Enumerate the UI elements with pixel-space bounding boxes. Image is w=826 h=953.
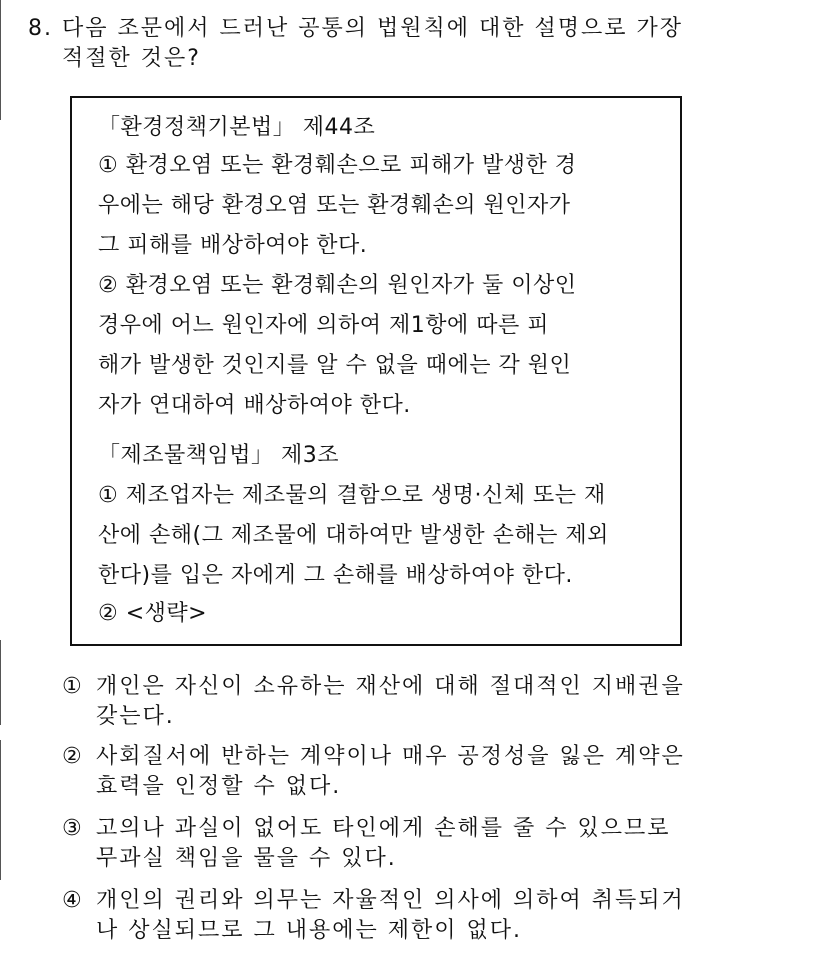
law2-line: 한다)를 입은 자에게 그 손해를 배상하여야 한다.	[98, 563, 573, 588]
law1-line: 자가 연대하여 배상하여야 한다.	[98, 393, 411, 418]
question-text-line1: 다음 조문에서 드러난 공통의 법원칙에 대한 설명으로 가장	[62, 16, 684, 41]
statute-passage-box	[70, 96, 682, 646]
page-margin-rule-bottom	[0, 740, 1, 880]
choice-marker: ④	[62, 888, 84, 913]
law1-line: 그 피해를 배상하여야 한다.	[98, 233, 368, 258]
answer-choice-4[interactable]	[62, 886, 762, 946]
choice-marker: ①	[62, 674, 84, 699]
law2-line: 산에 손해(그 제조물에 대하여만 발생한 손해는 제외	[98, 523, 609, 548]
answer-choice-3[interactable]	[62, 814, 762, 874]
choice-text-line1: 개인은 자신이 소유하는 재산에 대해 절대적인 지배권을	[96, 674, 685, 699]
law2-line: ① 제조업자는 제조물의 결함으로 생명·신체 또는 재	[98, 483, 606, 508]
law1-title: 「환경정책기본법」 제44조	[98, 115, 376, 140]
choice-marker: ②	[62, 744, 84, 769]
answer-choice-1[interactable]	[62, 672, 762, 732]
page-margin-rule-mid	[0, 640, 1, 725]
choice-text-line2: 효력을 인정할 수 없다.	[96, 774, 342, 799]
law1-line: 경우에 어느 원인자에 의하여 제1항에 따른 피	[98, 313, 549, 338]
law1-line: 우에는 해당 환경오염 또는 환경훼손의 원인자가	[98, 193, 571, 218]
law2-title: 「제조물책임법」 제3조	[98, 443, 340, 468]
law1-line: ② 환경오염 또는 환경훼손의 원인자가 둘 이상인	[98, 273, 577, 298]
question-stem	[28, 14, 758, 74]
answer-choice-2[interactable]	[62, 742, 762, 802]
choice-text-line1: 사회질서에 반하는 계약이나 매우 공정성을 잃은 계약은	[96, 744, 685, 769]
law1-line: ① 환경오염 또는 환경훼손으로 피해가 발생한 경	[98, 153, 577, 178]
choice-text-line1: 개인의 권리와 의무는 자율적인 의사에 의하여 취득되거	[96, 888, 685, 913]
choice-marker: ③	[62, 816, 84, 841]
question-text-line2: 적절한 것은?	[62, 46, 201, 71]
page-margin-rule-top	[0, 0, 1, 120]
choice-text-line1: 고의나 과실이 없어도 타인에게 손해를 줄 수 있으므로	[96, 816, 671, 841]
question-number: 8.	[28, 16, 53, 41]
law2-line: ② <생략>	[98, 601, 208, 626]
choice-text-line2: 무과실 책임을 물을 수 있다.	[96, 846, 397, 871]
choice-text-line2: 갖는다.	[96, 704, 175, 729]
choice-text-line2: 나 상실되므로 그 내용에는 제한이 없다.	[96, 918, 522, 943]
law1-line: 해가 발생한 것인지를 알 수 없을 때에는 각 원인	[98, 353, 572, 378]
